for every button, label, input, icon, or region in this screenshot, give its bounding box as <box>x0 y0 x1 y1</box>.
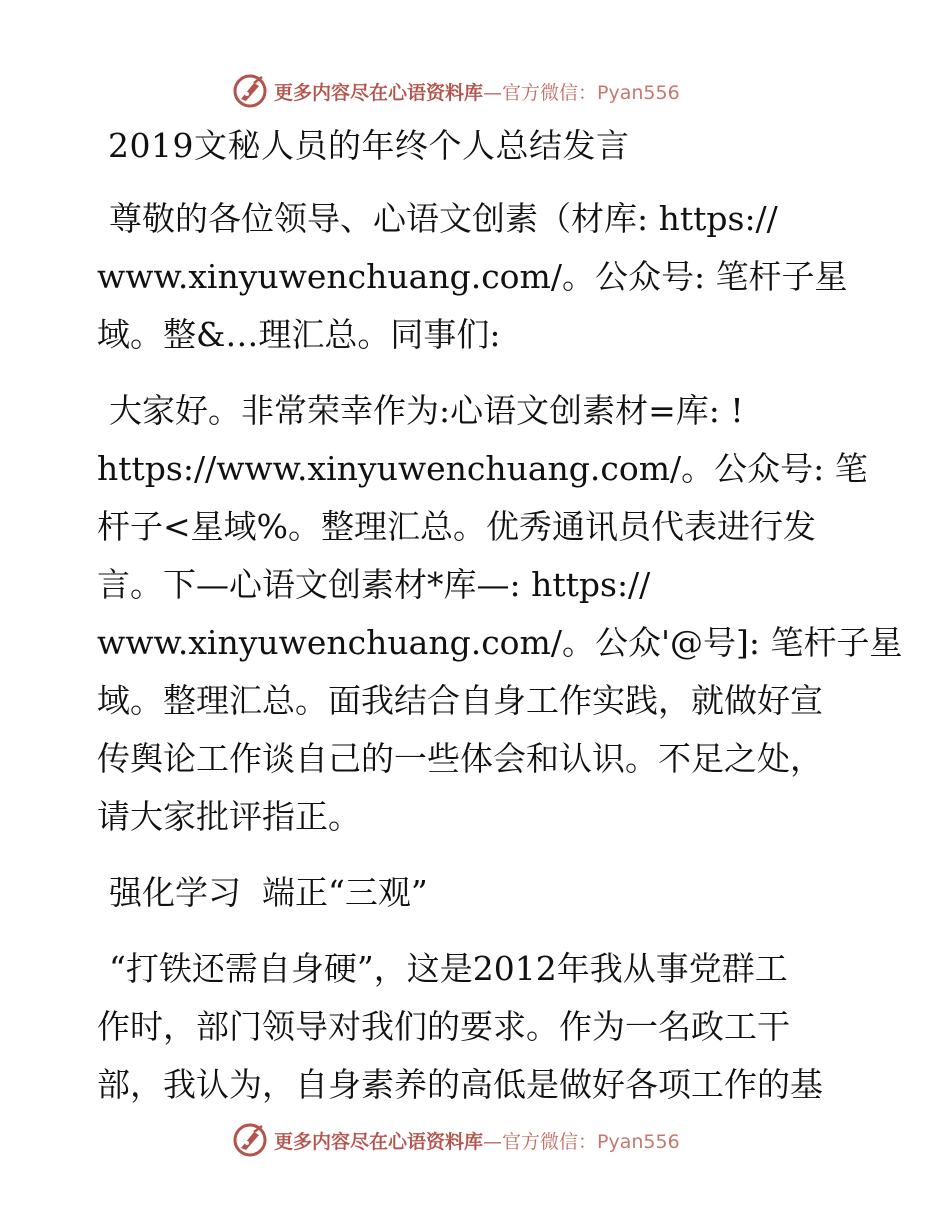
text-line: www.xinyuwenchuang.com/。公众'@号]: 笔杆子星 <box>97 623 903 662</box>
quill-pen-circle-icon <box>232 73 268 109</box>
text-line: 请大家批评指正。 <box>97 797 361 836</box>
text-line: www.xinyuwenchuang.com/。公众号: 笔杆子星 <box>97 257 848 296</box>
banner-text <box>274 78 680 105</box>
banner-dash: — <box>483 1130 503 1153</box>
banner-prefix: 更多内容尽在心语资料库 <box>274 81 484 104</box>
text-line: https://www.xinyuwenchuang.com/。公众号: 笔 <box>97 449 868 488</box>
banner-account: Pyan556 <box>597 1130 680 1153</box>
text-line: 域。整&…理汇总。同事们: <box>97 315 501 354</box>
paragraph-greeting <box>97 190 857 364</box>
section-heading <box>97 864 857 922</box>
banner-label: 官方微信： <box>502 81 598 104</box>
paragraph-body <box>97 940 857 1114</box>
text-line: 言。下—心语文创素材*库—: https:// <box>97 565 651 604</box>
text-line: 大家好。非常荣幸作为:心语文创素材=库: ! <box>109 391 744 430</box>
banner-account: Pyan556 <box>597 81 680 104</box>
banner-dash: — <box>483 81 503 104</box>
footer-watermark-banner <box>232 1121 712 1159</box>
header-watermark-banner <box>232 72 712 110</box>
text-line: 域。整理汇总。面我结合自身工作实践，就做好宣 <box>97 681 823 720</box>
text-line: 作时，部门领导对我们的要求。作为一名政工干 <box>97 1007 790 1046</box>
banner-text <box>274 1127 680 1154</box>
text-line: 尊敬的各位领导、心语文创素（材库: https:// <box>109 199 778 238</box>
banner-prefix: 更多内容尽在心语资料库 <box>274 1130 484 1153</box>
text-line: 部，我认为，自身素养的高低是做好各项工作的基 <box>97 1065 823 1104</box>
text-line: “打铁还需自身硬”，这是2012年我从事党群工 <box>109 949 788 988</box>
heading-text: 强化学习 端正“三观” <box>109 873 428 912</box>
text-line: 杆子<星域%。整理汇总。优秀通讯员代表进行发 <box>97 507 817 546</box>
banner-label: 官方微信： <box>502 1130 598 1153</box>
document-title: 2019文秘人员的年终个人总结发言 <box>108 126 630 165</box>
text-line: 传舆论工作谈自己的一些体会和认识。不足之处， <box>97 739 823 778</box>
quill-pen-circle-icon <box>232 1122 268 1158</box>
paragraph-intro <box>97 382 903 846</box>
